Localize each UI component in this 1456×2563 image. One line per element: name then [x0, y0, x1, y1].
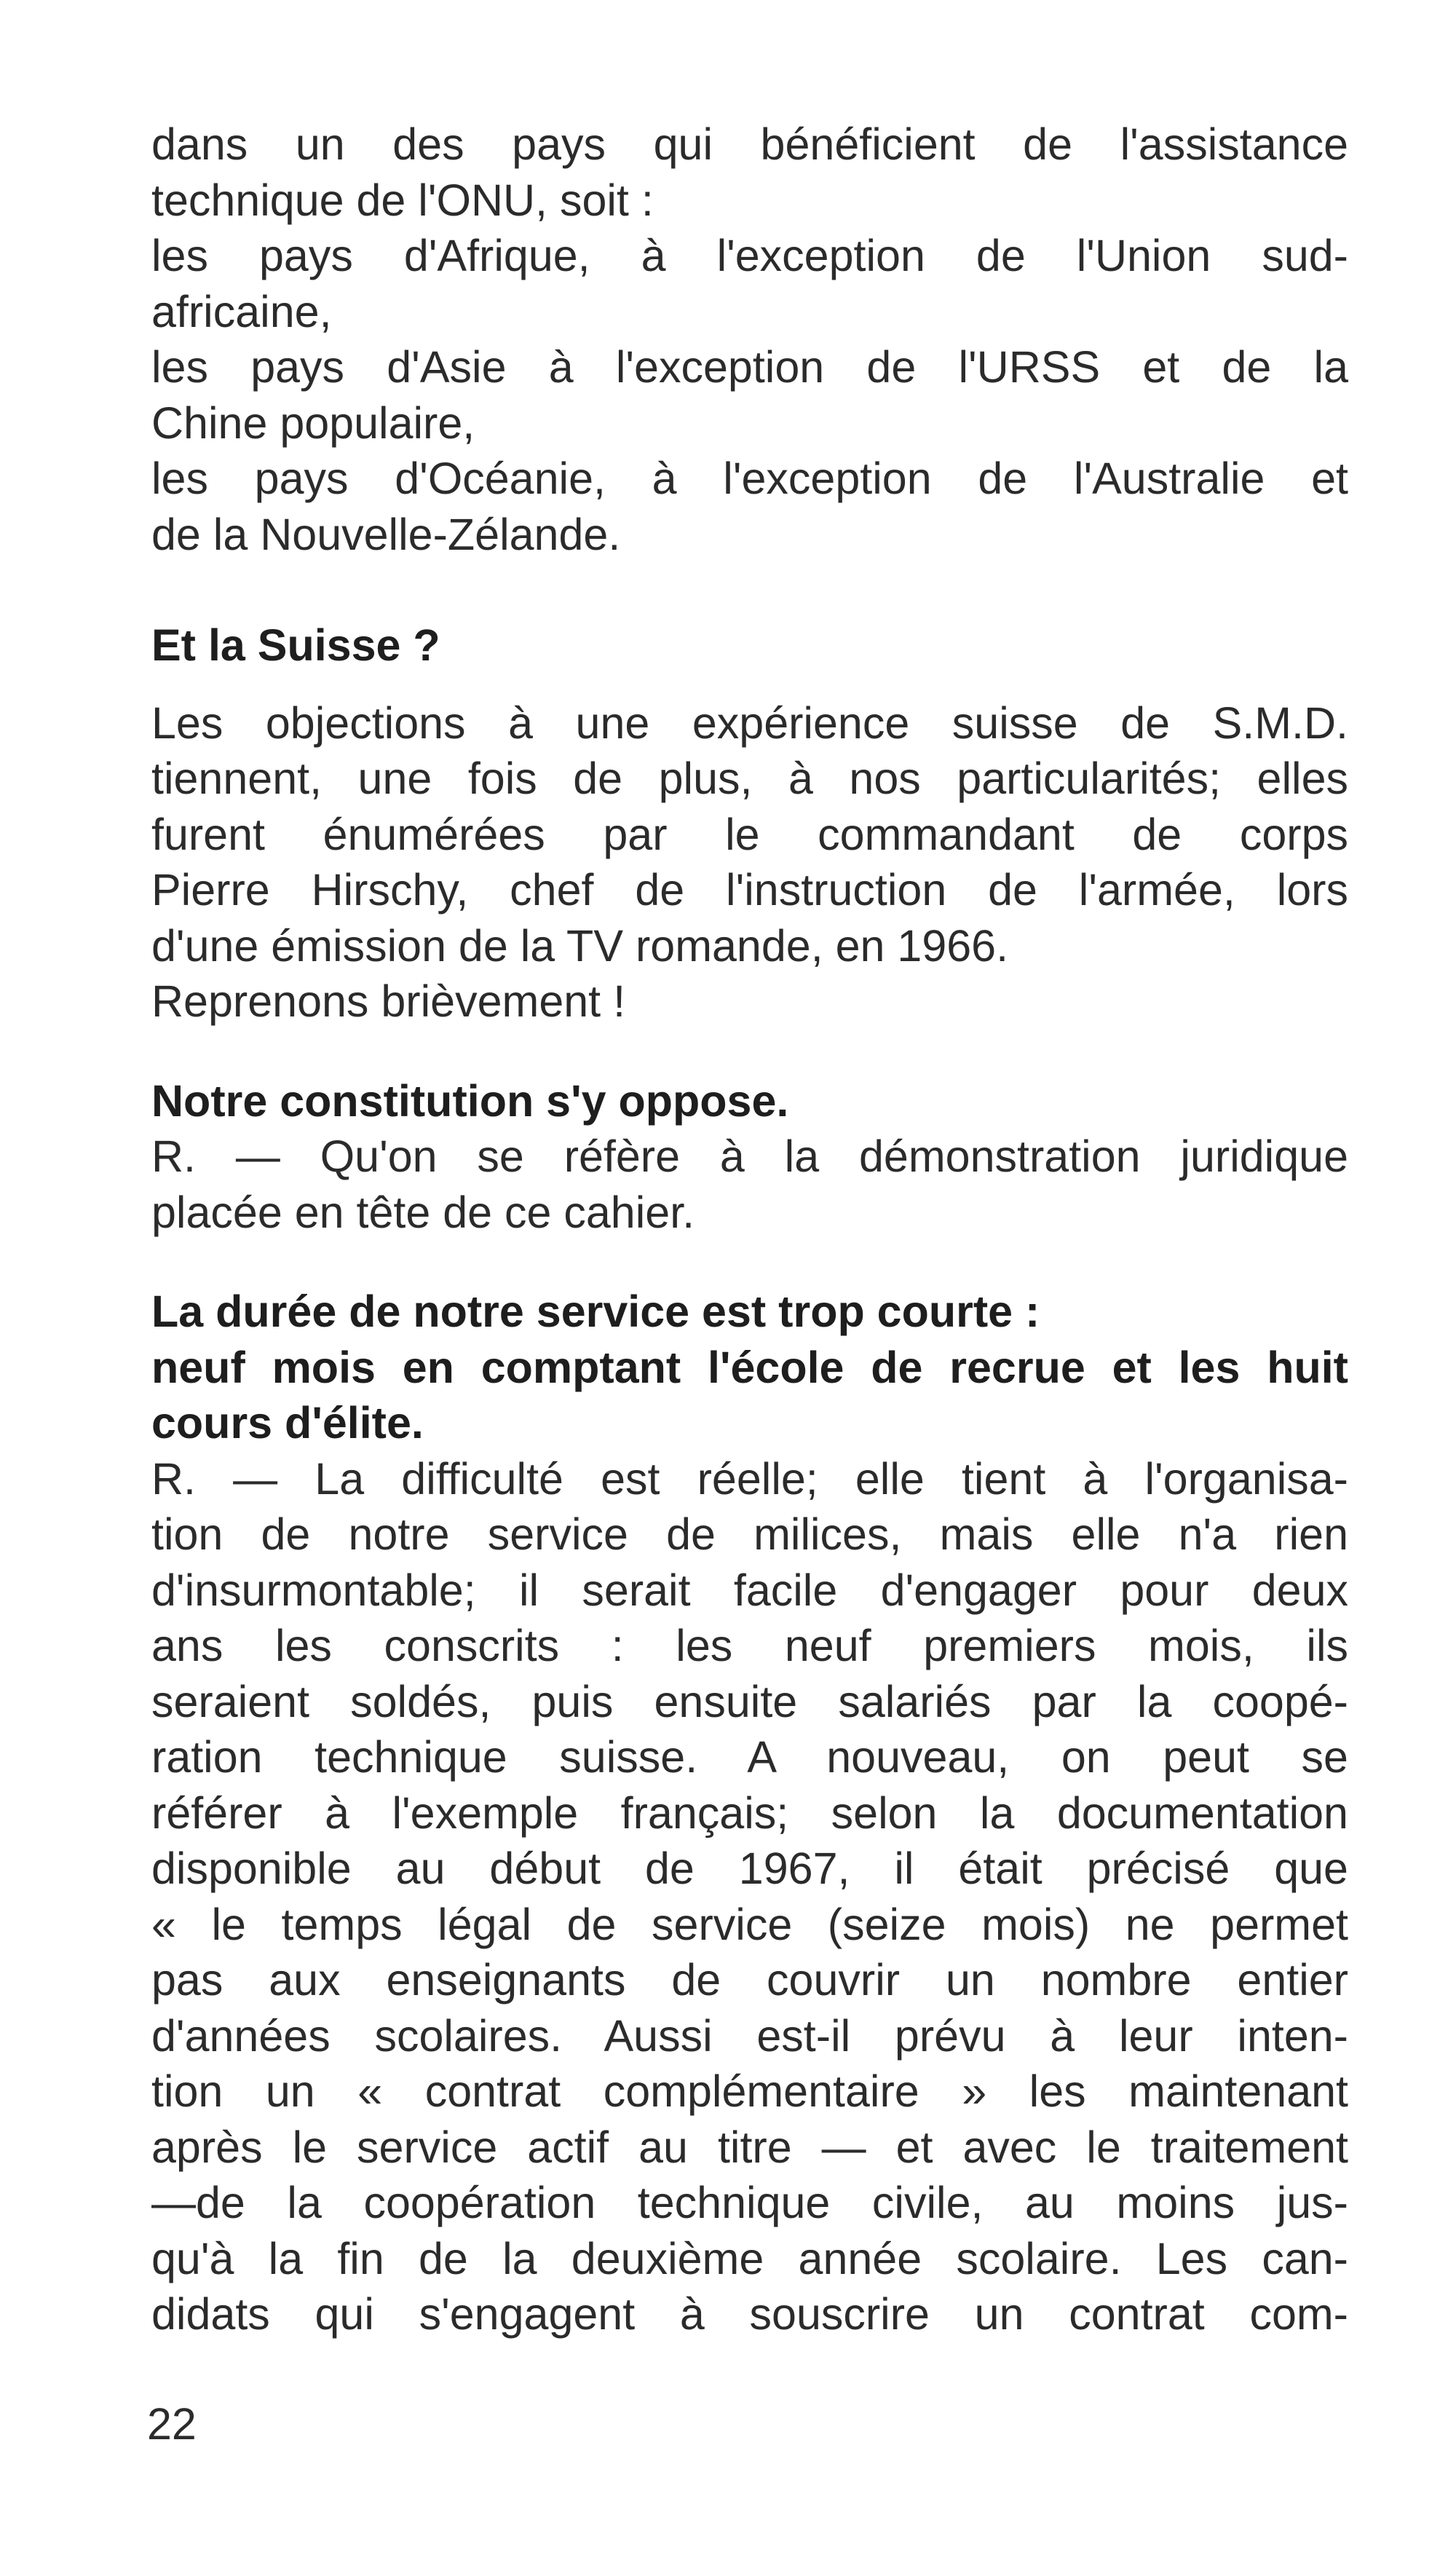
- text-line: d'une émission de la TV romande, en 1966.: [151, 920, 1009, 971]
- text-line: pas aux enseignants de couvrir un nombre entier: [151, 1955, 1348, 2005]
- text-line: ans les conscrits : les neuf premiers mois, ils: [151, 1621, 1348, 1670]
- section-heading: [151, 1284, 1348, 1451]
- text-line: Les objections à une expérience suisse de S.M.D.: [151, 698, 1348, 748]
- text-line: les pays d'Océanie, à l'exception de l'Australie et: [151, 454, 1348, 503]
- text-line: d'insurmontable; il serait facile d'engager pour deux: [151, 1565, 1348, 1615]
- text-line: « le temps légal de service (seize mois) ne permet: [151, 1899, 1348, 1949]
- text-line: R. — La difficulté est réelle; elle tient à l'organisa-: [151, 1453, 1348, 1504]
- text-line: de la Nouvelle-Zélande.: [151, 509, 621, 559]
- text-line: d'années scolaires. Aussi est-il prévu à leur inten-: [151, 2010, 1348, 2061]
- text-line: technique de l'ONU, soit :: [151, 175, 654, 225]
- section-heading: [151, 617, 1348, 674]
- section-paragraph: [151, 1129, 1348, 1240]
- text-line: africaine,: [151, 286, 332, 336]
- section-paragraph: [151, 695, 1348, 1030]
- text-line: tion un « contrat complémentaire » les maintenant: [151, 2066, 1348, 2116]
- text-line: qu'à la fin de la deuxième année scolaire. Les can-: [151, 2233, 1348, 2283]
- text-line: disponible au début de 1967, il était précisé que: [151, 1844, 1348, 1893]
- text-line: placée en tête de ce cahier.: [151, 1187, 695, 1237]
- heading-line: neuf mois en comptant l'école de recrue et les huit: [151, 1342, 1348, 1392]
- intro-paragraph: [151, 116, 1348, 562]
- text-line: tiennent, une fois de plus, à nos particularités; elles: [151, 754, 1348, 803]
- text-line: Pierre Hirschy, chef de l'instruction de l'armée, lors: [151, 865, 1348, 915]
- text-line: les pays d'Afrique, à l'exception de l'Union sud-: [151, 231, 1348, 280]
- text-line: seraient soldés, puis ensuite salariés par la coopé-: [151, 1676, 1348, 1726]
- page-number: 22: [147, 2399, 197, 2449]
- text-line: après le service actif au titre — et avec le traitement: [151, 2122, 1348, 2172]
- text-line: didats qui s'engagent à souscrire un contrat com-: [151, 2289, 1348, 2339]
- heading-line: cours d'élite.: [151, 1398, 424, 1448]
- section-paragraph: [151, 1451, 1348, 2342]
- text-line: les pays d'Asie à l'exception de l'URSS et de la: [151, 342, 1348, 392]
- heading-line: Et la Suisse ?: [151, 620, 440, 670]
- text-line: dans un des pays qui bénéficient de l'assistance: [151, 119, 1348, 169]
- text-line: ration technique suisse. A nouveau, on peut se: [151, 1732, 1348, 1782]
- section-heading: [151, 1073, 1348, 1129]
- text-line: furent énumérées par le commandant de corps: [151, 809, 1348, 859]
- heading-line: Notre constitution s'y oppose.: [151, 1075, 789, 1126]
- page-body: [151, 116, 1348, 2342]
- text-line: R. — Qu'on se réfère à la démonstration juridique: [151, 1132, 1348, 1181]
- text-line: référer à l'exemple français; selon la documentation: [151, 1788, 1348, 1838]
- text-line: Reprenons brièvement !: [151, 976, 626, 1026]
- text-line: Chine populaire,: [151, 398, 475, 448]
- text-line: —de la coopération technique civile, au moins jus-: [151, 2178, 1348, 2227]
- text-line: tion de notre service de milices, mais elle n'a rien: [151, 1509, 1348, 1559]
- heading-line: La durée de notre service est trop courte :: [151, 1287, 1040, 1336]
